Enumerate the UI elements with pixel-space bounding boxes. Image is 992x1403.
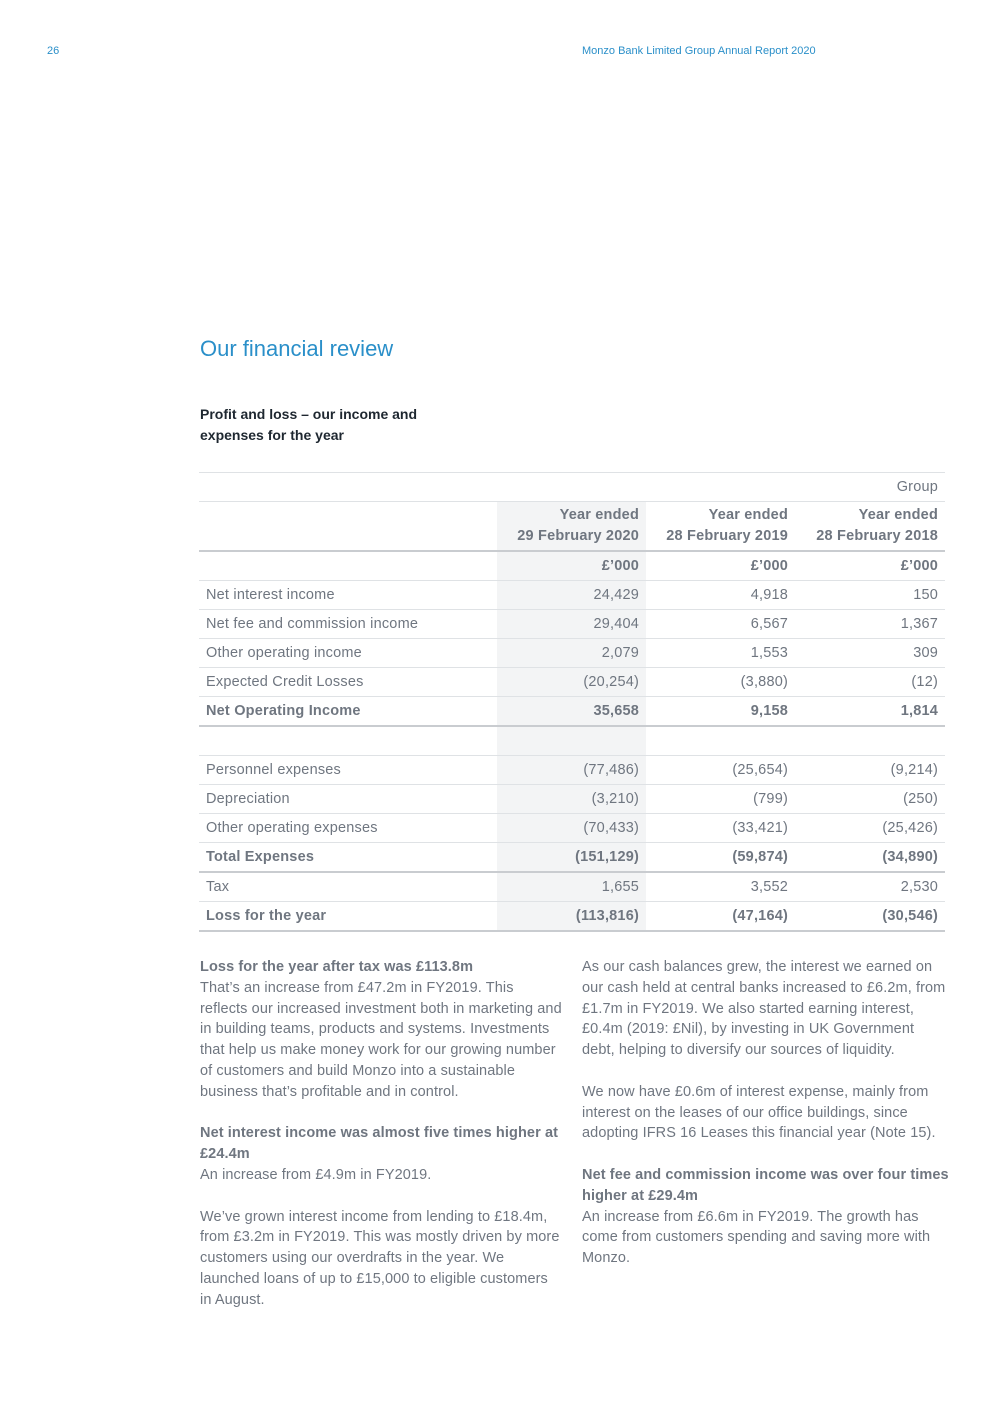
table-cell: 1,814 [795, 697, 945, 727]
column-header: Year ended 28 February 2019 [646, 502, 795, 552]
table-cell: (77,486) [497, 756, 646, 785]
group-label: Group [795, 473, 945, 502]
table-cell: (9,214) [795, 756, 945, 785]
paragraph-text: An increase from £4.9m in FY2019. [200, 1166, 432, 1183]
table-cell: (25,426) [795, 814, 945, 843]
table-unit-row [199, 551, 945, 581]
column-header: Year ended 29 February 2020 [497, 502, 646, 552]
table-total-row [199, 902, 945, 932]
table-cell: (20,254) [497, 668, 646, 697]
table-row [199, 610, 945, 639]
table-row [199, 639, 945, 668]
table-subheading: Profit and loss – our income and expenses for the year [200, 406, 418, 443]
table-row [199, 756, 945, 785]
commentary-right-column [582, 957, 950, 1290]
row-label: Other operating expenses [199, 814, 497, 843]
table-row [199, 872, 945, 902]
table-cell: 4,918 [646, 581, 795, 610]
table-cell: (70,433) [497, 814, 646, 843]
table-cell: 2,530 [795, 872, 945, 902]
paragraph-text: As our cash balances grew, the interest we earned on our cash held at central banks increased to £6.2m, from £1.7m in FY2019. We also started earning interest, £0.4m (2019: £Nil), by investing in UK Government debt, helping to diversify our sources of liquidity. [582, 959, 946, 1059]
table-cell: 6,567 [646, 610, 795, 639]
paragraph [200, 1207, 562, 1311]
table-cell: (799) [646, 785, 795, 814]
table-row [199, 581, 945, 610]
row-label: Personnel expenses [199, 756, 497, 785]
table-cell: (25,654) [646, 756, 795, 785]
table-cell: 3,552 [646, 872, 795, 902]
row-label: Net fee and commission income [199, 610, 497, 639]
page-number: 26 [47, 45, 60, 57]
table-cell: (250) [795, 785, 945, 814]
paragraph [582, 957, 950, 1061]
table-row [199, 814, 945, 843]
table-group-row [199, 473, 945, 502]
unit-cell: £’000 [795, 551, 945, 581]
paragraph-heading: Loss for the year after tax was £113.8m [200, 959, 474, 975]
commentary-left-column [200, 957, 562, 1331]
paragraph [200, 957, 562, 1103]
paragraph-text: That’s an increase from £47.2m in FY2019. This reflects our increased investment both in marketing and in building teams, products and systems. Investments that help us make money work for our growing number of customers and build Monzo into a sustainable business that’s profitable and in control. [200, 979, 562, 1100]
row-label: Net Operating Income [199, 697, 497, 727]
table-total-row [199, 697, 945, 727]
unit-cell: £’000 [646, 551, 795, 581]
paragraph [582, 1082, 950, 1144]
report-title: Monzo Bank Limited Group Annual Report 2020 [582, 45, 816, 57]
row-label: Loss for the year [199, 902, 497, 932]
table-cell: 150 [795, 581, 945, 610]
paragraph-text: We’ve grown interest income from lending to £18.4m, from £3.2m in FY2019. This was mostly driven by more customers using our overdrafts in the year. We launched loans of up to £15,000 to eligible customers in August. [200, 1208, 560, 1308]
row-label: Total Expenses [199, 843, 497, 873]
table-row [199, 785, 945, 814]
row-label: Other operating income [199, 639, 497, 668]
paragraph-text: We now have £0.6m of interest expense, mainly from interest on the leases of our office buildings, since adopting IFRS 16 Leases this financial year (Note 15). [582, 1083, 936, 1142]
table-cell: 1,553 [646, 639, 795, 668]
row-label: Expected Credit Losses [199, 668, 497, 697]
table-spacer-row [199, 726, 945, 756]
table-cell: (30,546) [795, 902, 945, 932]
profit-and-loss-table [199, 472, 945, 932]
table-cell: 1,655 [497, 872, 646, 902]
paragraph-heading: Net fee and commission income was over four times higher at £29.4m [582, 1166, 949, 1204]
table-cell: 9,158 [646, 697, 795, 727]
table-row [199, 668, 945, 697]
column-header: Year ended 28 February 2018 [795, 502, 945, 552]
paragraph [582, 1165, 950, 1269]
unit-cell: £’000 [497, 551, 646, 581]
table-cell: 35,658 [497, 697, 646, 727]
section-title: Our financial review [200, 336, 394, 361]
paragraph-heading: Net interest income was almost five times higher at £24.4m [200, 1125, 559, 1163]
table-total-row [199, 843, 945, 873]
table-cell: (33,421) [646, 814, 795, 843]
row-label: Tax [199, 872, 497, 902]
table-cell: (47,164) [646, 902, 795, 932]
row-label: Depreciation [199, 785, 497, 814]
table-cell: (59,874) [646, 843, 795, 873]
paragraph [200, 1123, 562, 1185]
table-cell: (3,210) [497, 785, 646, 814]
paragraph-text: An increase from £6.6m in FY2019. The growth has come from customers spending and saving more with Monzo. [582, 1208, 931, 1267]
table-cell: 309 [795, 639, 945, 668]
table-cell: (113,816) [497, 902, 646, 932]
table-cell: 2,079 [497, 639, 646, 668]
table-cell: 1,367 [795, 610, 945, 639]
row-label: Net interest income [199, 581, 497, 610]
table-cell: (3,880) [646, 668, 795, 697]
table-cell: (151,129) [497, 843, 646, 873]
table-cell: 24,429 [497, 581, 646, 610]
table-cell: (34,890) [795, 843, 945, 873]
table-header-row [199, 502, 945, 552]
table-cell: 29,404 [497, 610, 646, 639]
table-cell: (12) [795, 668, 945, 697]
